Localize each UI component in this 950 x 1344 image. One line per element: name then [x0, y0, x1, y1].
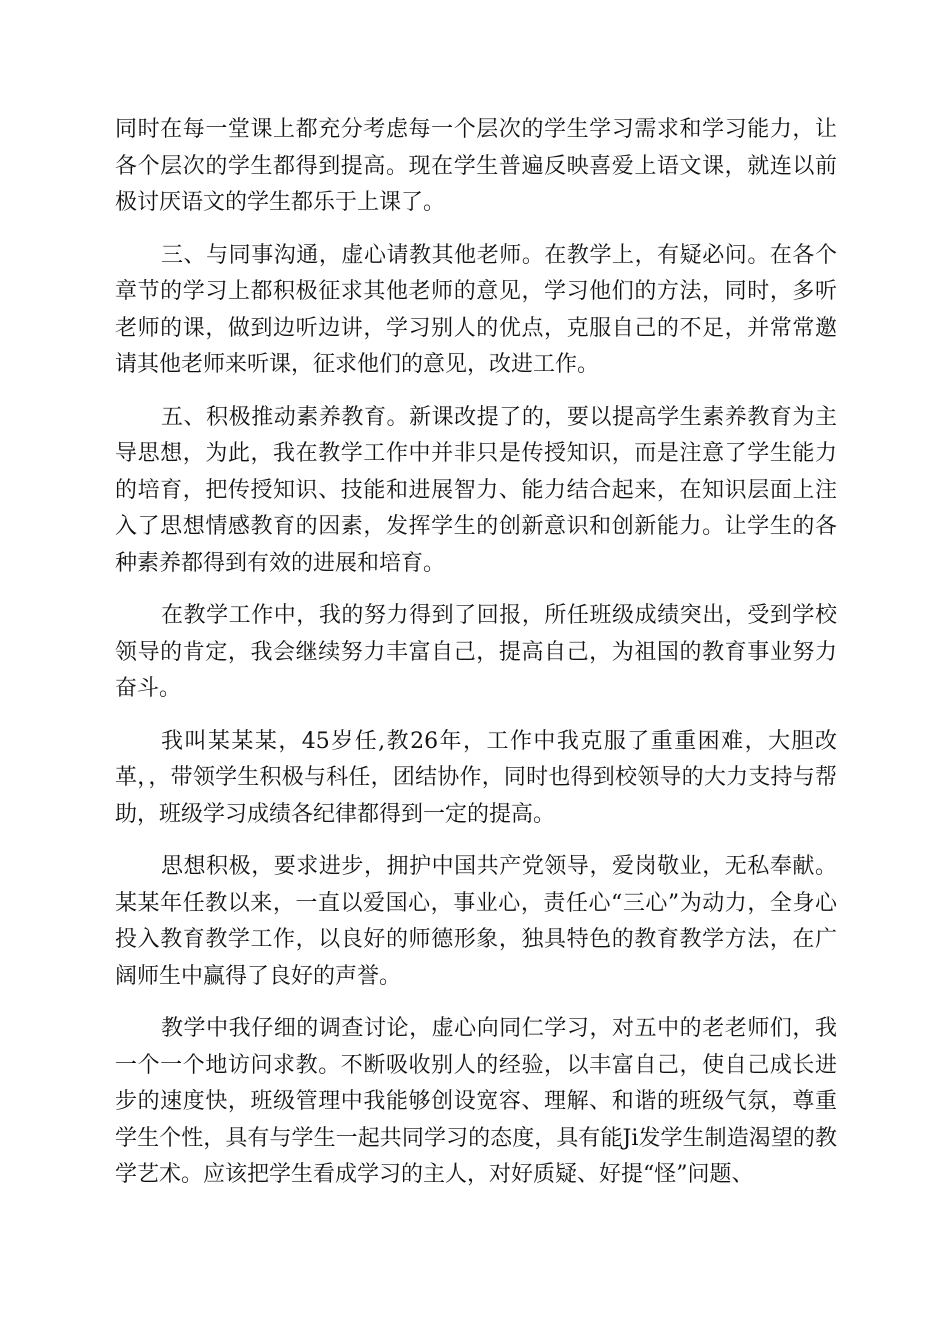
paragraph-self-introduction: 我叫某某某，45岁任,教26年，工作中我克服了重重困难，大胆改革，，带领学生积极与科任，团结协作，同时也得到校领导的大力支持与帮助，班级学习成绩各纪律都得到一定的提高。	[115, 728, 837, 827]
paragraph-teaching-research: 教学中我仔细的调查讨论，虚心向同仁学习，对五中的老老师们，我一个一个地访问求教。不断吸收别人的经验，以丰富自己，使自己成长进步的速度快，班级管理中我能够创设宽容、理解、和谐的班级气氛，尊重学生个性，具有与学生一起共同学习的态度，具有能Ji发学生制造渴望的教学艺术。应该把学生看成学习的主人，对好质疑、好提“怪”问题、	[115, 1016, 837, 1187]
paragraph-continued: 同时在每一堂课上都充分考虑每一个层次的学生学习需求和学习能力，让各个层次的学生都得到提高。现在学生普遍反映喜爱上语文课，就连以前极讨厌语文的学生都乐于上课了。	[115, 117, 837, 215]
paragraph-quality-education: 五、积极推动素养教育。新课改提了的，要以提高学生素养教育为主导思想，为此，我在教学工作中并非只是传授知识，而是注意了学生能力的培育，把传授知识、技能和进展智力、能力结合起来，在知识层面上注入了思想情感教育的因素，发挥学生的创新意识和创新能力。让学生的各种素养都得到有效的进展和培育。	[115, 404, 837, 576]
paragraph-ideology: 思想积极，要求进步，拥护中国共产党领导，爱岗敬业，无私奉献。某某年任教以来，一直以爱国心，事业心，责任心“三心”为动力，全身心投入教育教学工作，以良好的师德形象，独具特色的教育教学方法，在广阔师生中赢得了良好的声誉。	[115, 854, 837, 989]
paragraph-results: 在教学工作中，我的努力得到了回报，所任班级成绩突出，受到学校领导的肯定，我会继续努力丰富自己，提高自己，为祖国的教育事业努力奋斗。	[115, 603, 837, 701]
document-page	[115, 112, 837, 1210]
paragraph-communication: 三、与同事沟通，虚心请教其他老师。在教学上，有疑必问。在各个章节的学习上都积极征求其他老师的意见，学习他们的方法，同时，多听老师的课，做到边听边讲，学习别人的优点，克服自己的不足，并常常邀请其他老师来听课，征求他们的意见，改进工作。	[115, 242, 837, 377]
